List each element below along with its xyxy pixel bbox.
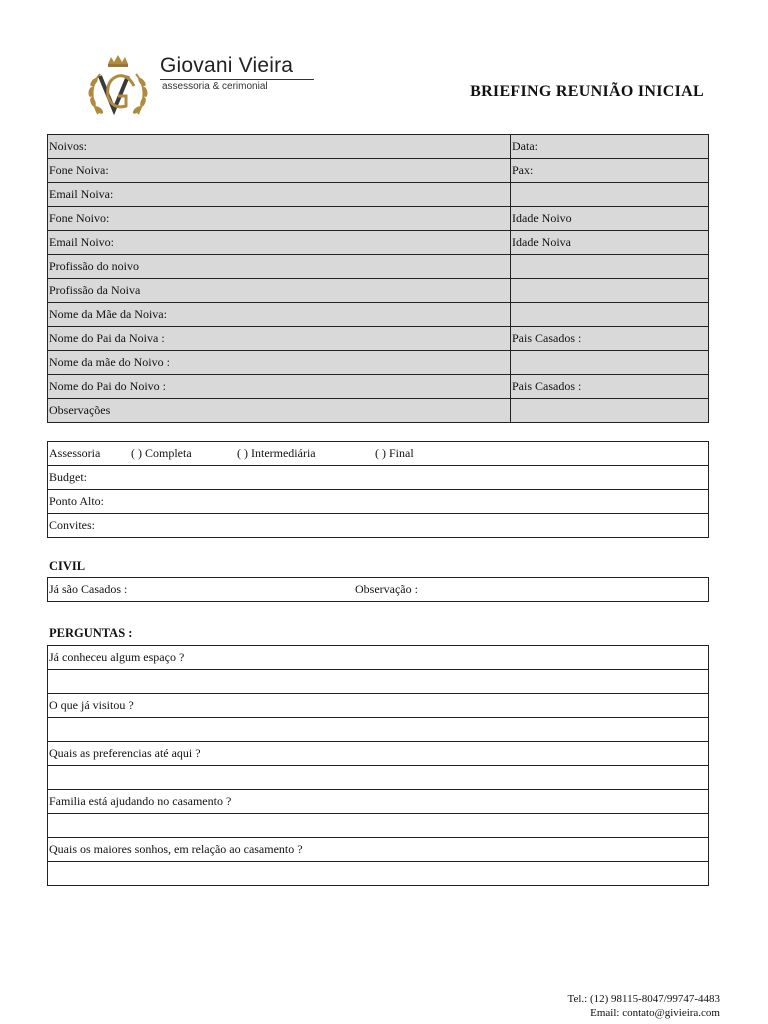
field-label[interactable]: Pais Casados : (511, 375, 709, 399)
table-row (48, 303, 709, 327)
answer-field[interactable] (48, 862, 709, 886)
field-label[interactable]: Noivos: (48, 135, 511, 159)
answer-field[interactable] (48, 766, 709, 790)
field-label[interactable]: Idade Noiva (511, 231, 709, 255)
company-logo (80, 52, 316, 124)
table-row (48, 375, 709, 399)
field-label[interactable]: Profissão do noivo (48, 255, 511, 279)
question-label: Quais os maiores sonhos, em relação ao casamento ? (48, 838, 709, 862)
option-intermediaria[interactable]: ( ) Intermediária (237, 446, 316, 460)
field-label[interactable]: Idade Noivo (511, 207, 709, 231)
field-label[interactable]: Email Noiva: (48, 183, 511, 207)
option-completa[interactable]: ( ) Completa (131, 446, 192, 460)
table-row (48, 399, 709, 423)
table-row (48, 442, 709, 466)
field-label[interactable]: Ponto Alto: (48, 490, 709, 514)
table-row (48, 766, 709, 790)
perguntas-table (47, 645, 709, 886)
civil-table (47, 577, 709, 602)
field-label[interactable]: Profissão da Noiva (48, 279, 511, 303)
vg-monogram-crest-icon (80, 52, 156, 124)
table-row (48, 814, 709, 838)
civil-heading: CIVIL (49, 559, 86, 573)
field-label[interactable]: Pais Casados : (511, 327, 709, 351)
table-row (48, 670, 709, 694)
field-label[interactable]: Observações (48, 399, 511, 423)
field-label[interactable]: Data: (511, 135, 709, 159)
field-label[interactable] (511, 303, 709, 327)
answer-field[interactable] (48, 718, 709, 742)
table-row (48, 159, 709, 183)
client-info-table (47, 134, 709, 423)
field-label[interactable]: Fone Noiva: (48, 159, 511, 183)
footer-contact (568, 992, 721, 1020)
table-row (48, 718, 709, 742)
table-row (48, 279, 709, 303)
option-final[interactable]: ( ) Final (375, 446, 414, 460)
table-row (48, 646, 709, 670)
table-row (48, 694, 709, 718)
table-row (48, 231, 709, 255)
footer-phone: Tel.: (12) 98115-8047/99747-4483 (567, 993, 720, 1005)
field-label[interactable] (511, 255, 709, 279)
table-row (48, 466, 709, 490)
field-label[interactable]: Convites: (48, 514, 709, 538)
field-label[interactable]: Fone Noivo: (48, 207, 511, 231)
civil-row[interactable] (48, 578, 709, 602)
field-label[interactable]: Budget: (48, 466, 709, 490)
table-row (48, 255, 709, 279)
table-row (48, 514, 709, 538)
table-row (48, 742, 709, 766)
assessoria-label: Assessoria (49, 446, 101, 460)
table-row (48, 327, 709, 351)
field-label[interactable]: Nome do Pai da Noiva : (48, 327, 511, 351)
field-label[interactable] (511, 351, 709, 375)
table-row (48, 490, 709, 514)
table-row (48, 862, 709, 886)
field-label[interactable]: Nome da Mãe da Noiva: (48, 303, 511, 327)
logo-tagline: assessoria & cerimonial (162, 81, 268, 92)
answer-field[interactable] (48, 670, 709, 694)
field-label[interactable]: Pax: (511, 159, 709, 183)
assessoria-table (47, 441, 709, 538)
logo-divider (160, 79, 314, 80)
field-label[interactable]: Email Noivo: (48, 231, 511, 255)
field-label[interactable] (511, 279, 709, 303)
logo-name: Giovani Vieira (160, 54, 294, 77)
question-label: Familia está ajudando no casamento ? (48, 790, 709, 814)
perguntas-heading: PERGUNTAS : (49, 626, 133, 640)
table-row (48, 183, 709, 207)
table-row (48, 578, 709, 602)
footer-email[interactable]: Email: contato@givieira.com (590, 1007, 720, 1019)
document-title: BRIEFING REUNIÃO INICIAL (470, 83, 704, 100)
table-row (48, 207, 709, 231)
question-label: O que já visitou ? (48, 694, 709, 718)
question-label: Quais as preferencias até aqui ? (48, 742, 709, 766)
answer-field[interactable] (48, 814, 709, 838)
assessoria-row (48, 442, 709, 466)
table-row (48, 135, 709, 159)
observacao-label: Observação : (355, 582, 418, 596)
field-label[interactable]: Nome do Pai do Noivo : (48, 375, 511, 399)
table-row (48, 838, 709, 862)
ja-sao-casados-label: Já são Casados : (49, 582, 128, 596)
question-label: Já conheceu algum espaço ? (48, 646, 709, 670)
table-row (48, 790, 709, 814)
field-label[interactable] (511, 399, 709, 423)
field-label[interactable]: Nome da mãe do Noivo : (48, 351, 511, 375)
field-label[interactable] (511, 183, 709, 207)
table-row (48, 351, 709, 375)
